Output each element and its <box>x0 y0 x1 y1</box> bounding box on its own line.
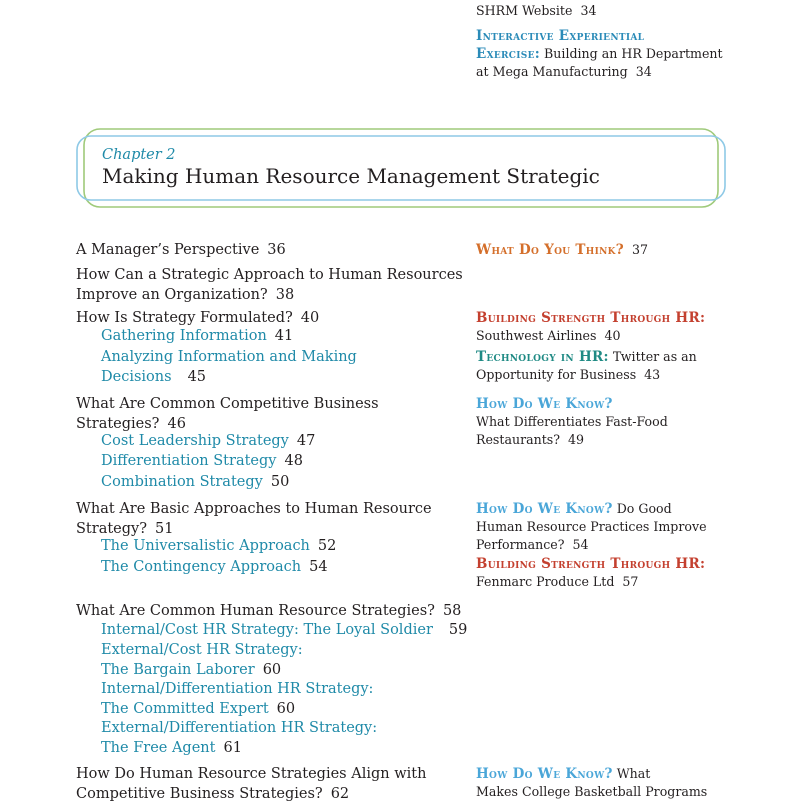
toc-entry-label: What Are Common Human Resource Strategies? <box>76 603 435 619</box>
page-number: 43 <box>644 367 661 382</box>
toc-subentry-label: Cost Leadership Strategy <box>101 433 289 449</box>
toc-entry <box>76 500 466 539</box>
chapter-title: Making Human Resource Management Strategic <box>102 164 600 188</box>
page-number: 47 <box>296 433 316 449</box>
toc-entry-label: What Are Basic Approaches to Human Resource <box>76 501 432 517</box>
toc-subentry-label: The Contingency Approach <box>101 559 302 575</box>
toc-entry-label: A Manager’s Perspective <box>76 242 260 258</box>
feature-text: Southwest Airlines <box>476 328 597 343</box>
page-number: 49 <box>568 432 585 447</box>
toc-entry <box>76 602 466 622</box>
toc-entry-label: How Do Human Resource Strategies Align with <box>76 766 427 782</box>
toc-entry-label: Improve an Organization? <box>76 286 268 303</box>
feature-label: Interactive Experiential <box>476 28 645 44</box>
chapter-number: Chapter 2 <box>102 147 176 163</box>
page-number: 36 <box>267 242 286 258</box>
toc-subentry-label: The Committed Expert <box>101 700 269 717</box>
feature-text: Fenmarc Produce Ltd <box>476 574 615 589</box>
feature-entry <box>476 241 776 259</box>
toc-subentry <box>101 621 467 641</box>
feature-entry <box>476 348 776 384</box>
toc-entry <box>76 395 466 434</box>
feature-text: Do Good <box>616 501 672 516</box>
feature-text: What Differentiates Fast-Food <box>476 414 668 429</box>
feature-text: Opportunity for Business <box>476 367 637 382</box>
feature-label: Building Strength Through HR: <box>476 556 706 572</box>
page-number: 40 <box>604 328 621 343</box>
toc-entry-label: How Is Strategy Formulated? <box>76 310 293 326</box>
feature-entry <box>476 395 776 449</box>
feature-text: Human Resource Practices Improve <box>476 519 707 534</box>
page-number: 51 <box>155 520 174 537</box>
toc-subentry-label: The Bargain Laborer <box>101 661 255 678</box>
page-number: 60 <box>262 661 282 678</box>
toc-subentry-label: Analyzing Information and Making Decisions <box>101 349 357 385</box>
page-number: 60 <box>276 700 296 717</box>
page-number: 52 <box>317 538 337 554</box>
page-number: 62 <box>330 785 350 802</box>
page-number: 38 <box>275 286 295 303</box>
toc-entry <box>76 309 466 329</box>
feature-text: at Mega Manufacturing <box>476 64 628 79</box>
page-number: 58 <box>442 603 462 619</box>
toc-subentry-label: External/Cost HR Strategy: <box>101 642 303 658</box>
toc-entry <box>76 266 466 305</box>
page-number: 34 <box>635 64 652 79</box>
toc-subentry-label: Combination Strategy <box>101 474 263 490</box>
feature-label: How Do We Know? <box>476 766 613 782</box>
feature-text: Performance? <box>476 537 565 552</box>
feature-text: Makes College Basketball Programs <box>476 784 708 799</box>
feature-entry <box>476 555 776 591</box>
toc-subentry-label: The Free Agent <box>101 739 216 756</box>
page-number: 37 <box>631 242 648 257</box>
toc-subentry-label: Internal/Cost HR Strategy: The Loyal Soldier <box>101 622 433 638</box>
interactive-exercise-entry <box>476 27 776 81</box>
page-number: 41 <box>274 328 294 344</box>
feature-entry <box>476 309 776 345</box>
toc-entry <box>76 241 466 261</box>
page-number: 57 <box>622 574 639 589</box>
toc-subentry-label: Differentiation Strategy <box>101 453 277 469</box>
feature-text: Building an HR Department <box>544 46 723 61</box>
page-number: 54 <box>309 559 328 575</box>
feature-entry <box>476 500 776 554</box>
page-number: 59 <box>448 622 468 638</box>
toc-subentry-label: Internal/Differentiation HR Strategy: <box>101 681 374 697</box>
page-number: 40 <box>300 310 320 326</box>
feature-label: How Do We Know? <box>476 501 613 517</box>
toc-subentry-label: Gathering Information <box>101 328 267 344</box>
feature-label: Building Strength Through HR: <box>476 310 706 326</box>
toc-subentry-label: The Universalistic Approach <box>101 538 310 554</box>
feature-text: Twitter as an <box>612 349 697 364</box>
toc-entry-label: Strategy? <box>76 520 147 537</box>
page-number: 46 <box>167 415 186 432</box>
shrm-text: SHRM Website <box>476 3 573 18</box>
toc-entry-label: How Can a Strategic Approach to Human Resources <box>76 267 463 283</box>
page-number: 50 <box>270 474 290 490</box>
toc-subentry <box>101 473 289 493</box>
toc-entry-label: Strategies? <box>76 415 160 432</box>
feature-label: Exercise: <box>476 46 541 62</box>
feature-label: What Do You Think? <box>476 242 624 258</box>
page-number: 45 <box>187 368 207 385</box>
toc-subentry-label: External/Differentiation HR Strategy: <box>101 720 378 736</box>
toc-subentry <box>101 327 293 347</box>
feature-text: Restaurants? <box>476 432 560 447</box>
toc-subentry <box>101 348 451 387</box>
toc-subentry <box>101 432 315 452</box>
toc-subentry <box>101 452 303 472</box>
toc-subentry <box>101 641 303 680</box>
page-number: 48 <box>284 453 303 469</box>
toc-entry-label: Competitive Business Strategies? <box>76 785 323 802</box>
toc-subentry <box>101 680 373 719</box>
page-number: 34 <box>580 3 597 18</box>
toc-entry <box>76 765 466 804</box>
toc-subentry <box>101 719 377 758</box>
shrm-website-entry <box>476 2 776 20</box>
feature-entry <box>476 765 776 801</box>
page-number: 61 <box>223 739 242 756</box>
toc-subentry <box>101 537 336 557</box>
feature-label: How Do We Know? <box>476 396 613 412</box>
toc-entry-label: What Are Common Competitive Business <box>76 396 379 412</box>
toc-subentry <box>101 558 328 578</box>
feature-text: What <box>616 766 651 781</box>
feature-label: Technology in HR: <box>476 349 609 365</box>
page-number: 54 <box>572 537 589 552</box>
